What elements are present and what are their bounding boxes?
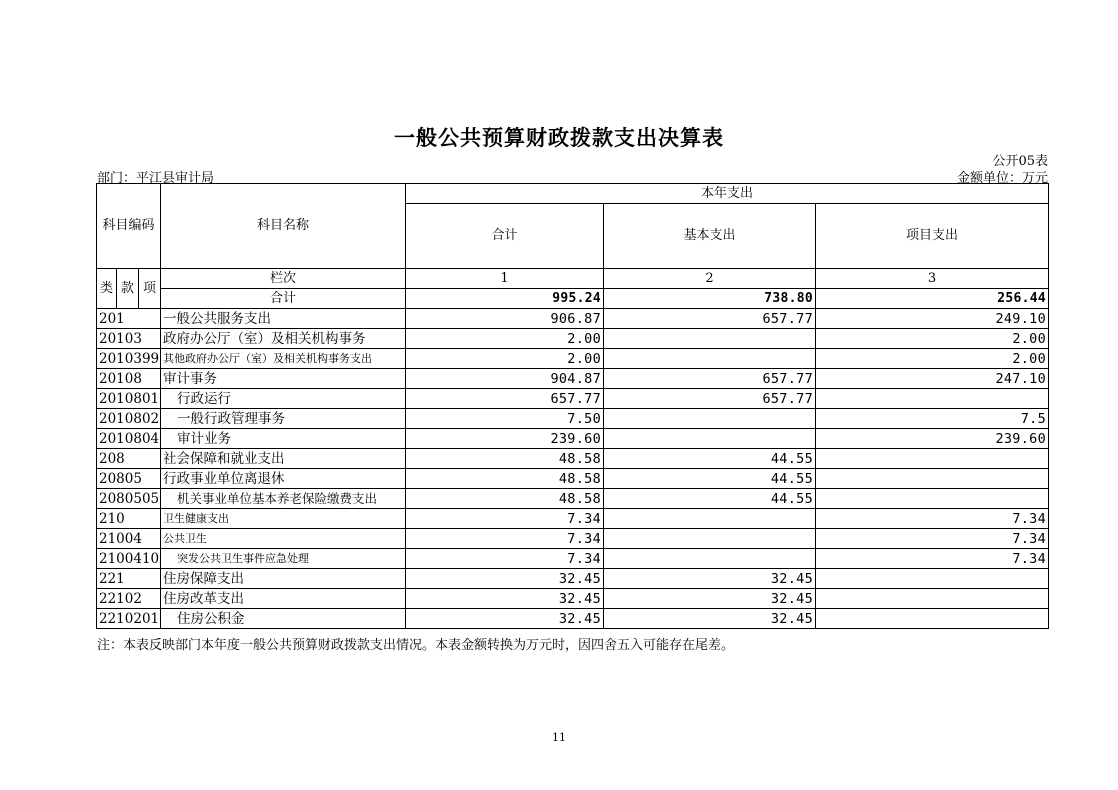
row-total: 7.34 <box>406 529 604 549</box>
row-code: 208 <box>97 449 161 469</box>
row-basic: 657.77 <box>604 369 816 389</box>
row-code: 201 <box>97 309 161 329</box>
header-xiang: 项 <box>139 269 161 309</box>
table-row <box>97 329 1049 349</box>
row-code: 20108 <box>97 369 161 389</box>
form-number: 公开05表 <box>992 154 1048 169</box>
row-code: 2010399 <box>97 349 161 369</box>
row-project <box>816 589 1049 609</box>
row-name: 住房改革支出 <box>161 589 406 609</box>
row-name: 住房公积金 <box>161 609 406 629</box>
page-title: 一般公共预算财政拨款支出决算表 <box>394 126 724 150</box>
row-basic <box>604 349 816 369</box>
table-row <box>97 569 1049 589</box>
row-total: 2.00 <box>406 349 604 369</box>
row-basic <box>604 429 816 449</box>
header-code: 科目编码 <box>97 184 161 269</box>
table-row <box>97 509 1049 529</box>
total-row-project: 256.44 <box>816 289 1049 309</box>
row-total: 48.58 <box>406 449 604 469</box>
col-index-1: 1 <box>406 269 604 289</box>
table-row <box>97 389 1049 409</box>
table-note: 注：本表反映部门本年度一般公共预算财政拨款支出情况。本表金额转换为万元时，因四舍五入可能存在尾差。 <box>97 638 735 653</box>
header-group: 本年支出 <box>406 184 1049 204</box>
row-code: 2010804 <box>97 429 161 449</box>
row-basic <box>604 549 816 569</box>
header-lei: 类 <box>97 269 117 309</box>
row-name: 行政事业单位离退休 <box>161 469 406 489</box>
row-basic: 44.55 <box>604 489 816 509</box>
table-row <box>97 369 1049 389</box>
header-name: 科目名称 <box>161 184 406 269</box>
row-basic: 32.45 <box>604 589 816 609</box>
table-row <box>97 589 1049 609</box>
row-name: 一般公共服务支出 <box>161 309 406 329</box>
row-code: 20103 <box>97 329 161 349</box>
row-name: 社会保障和就业支出 <box>161 449 406 469</box>
row-name: 其他政府办公厅（室）及相关机构事务支出 <box>161 349 406 369</box>
table-row <box>97 609 1049 629</box>
total-row <box>97 289 1049 309</box>
row-project: 249.10 <box>816 309 1049 329</box>
unit-label: 金额单位：万元 <box>956 171 1048 186</box>
table-row <box>97 349 1049 369</box>
row-total: 32.45 <box>406 609 604 629</box>
row-code: 210 <box>97 509 161 529</box>
row-project: 2.00 <box>816 329 1049 349</box>
row-name: 突发公共卫生事件应急处理 <box>161 549 406 569</box>
row-total: 7.34 <box>406 549 604 569</box>
row-basic <box>604 329 816 349</box>
row-total: 48.58 <box>406 469 604 489</box>
page-number: 11 <box>552 731 566 744</box>
row-project: 7.34 <box>816 529 1049 549</box>
row-code: 20805 <box>97 469 161 489</box>
total-row-label: 合计 <box>161 289 406 309</box>
row-name: 政府办公厅（室）及相关机构事务 <box>161 329 406 349</box>
header-basic: 基本支出 <box>604 204 816 269</box>
row-name: 审计事务 <box>161 369 406 389</box>
row-project: 2.00 <box>816 349 1049 369</box>
row-project <box>816 449 1049 469</box>
header-kuan: 款 <box>117 269 139 309</box>
row-project: 239.60 <box>816 429 1049 449</box>
row-basic <box>604 509 816 529</box>
row-basic: 32.45 <box>604 569 816 589</box>
row-name: 住房保障支出 <box>161 569 406 589</box>
row-code: 2010802 <box>97 409 161 429</box>
col-index-3: 3 <box>816 269 1049 289</box>
row-total: 657.77 <box>406 389 604 409</box>
header-total: 合计 <box>406 204 604 269</box>
row-project <box>816 609 1049 629</box>
row-name: 公共卫生 <box>161 529 406 549</box>
row-basic <box>604 409 816 429</box>
table-row <box>97 449 1049 469</box>
row-total: 48.58 <box>406 489 604 509</box>
row-project: 7.34 <box>816 509 1049 529</box>
row-project <box>816 569 1049 589</box>
row-code: 21004 <box>97 529 161 549</box>
table-row <box>97 469 1049 489</box>
row-project <box>816 389 1049 409</box>
row-total: 7.34 <box>406 509 604 529</box>
row-total: 32.45 <box>406 569 604 589</box>
row-code: 2010801 <box>97 389 161 409</box>
table-row <box>97 429 1049 449</box>
row-name: 行政运行 <box>161 389 406 409</box>
table-row <box>97 309 1049 329</box>
row-project: 247.10 <box>816 369 1049 389</box>
table-row <box>97 549 1049 569</box>
table-row <box>97 409 1049 429</box>
row-code: 22102 <box>97 589 161 609</box>
row-basic: 657.77 <box>604 389 816 409</box>
header-project: 项目支出 <box>816 204 1049 269</box>
row-name: 卫生健康支出 <box>161 509 406 529</box>
row-name: 审计业务 <box>161 429 406 449</box>
row-code: 2080505 <box>97 489 161 509</box>
total-row-total: 995.24 <box>406 289 604 309</box>
row-project: 7.5 <box>816 409 1049 429</box>
row-name: 一般行政管理事务 <box>161 409 406 429</box>
row-basic: 657.77 <box>604 309 816 329</box>
row-total: 906.87 <box>406 309 604 329</box>
department-label: 部门：平江县审计局 <box>97 171 215 186</box>
row-basic: 44.55 <box>604 469 816 489</box>
total-row-basic: 738.80 <box>604 289 816 309</box>
col-index-2: 2 <box>604 269 816 289</box>
table-row <box>97 489 1049 509</box>
row-code: 2100410 <box>97 549 161 569</box>
table-row <box>97 529 1049 549</box>
row-basic: 44.55 <box>604 449 816 469</box>
row-code: 221 <box>97 569 161 589</box>
row-total: 2.00 <box>406 329 604 349</box>
row-total: 239.60 <box>406 429 604 449</box>
row-total: 32.45 <box>406 589 604 609</box>
row-project <box>816 489 1049 509</box>
row-project: 7.34 <box>816 549 1049 569</box>
row-basic <box>604 529 816 549</box>
row-code: 2210201 <box>97 609 161 629</box>
row-total: 7.50 <box>406 409 604 429</box>
row-name: 机关事业单位基本养老保险缴费支出 <box>161 489 406 509</box>
row-total: 904.87 <box>406 369 604 389</box>
row-basic: 32.45 <box>604 609 816 629</box>
expenditure-table <box>96 183 1049 629</box>
header-lanci: 栏次 <box>161 269 406 289</box>
row-project <box>816 469 1049 489</box>
